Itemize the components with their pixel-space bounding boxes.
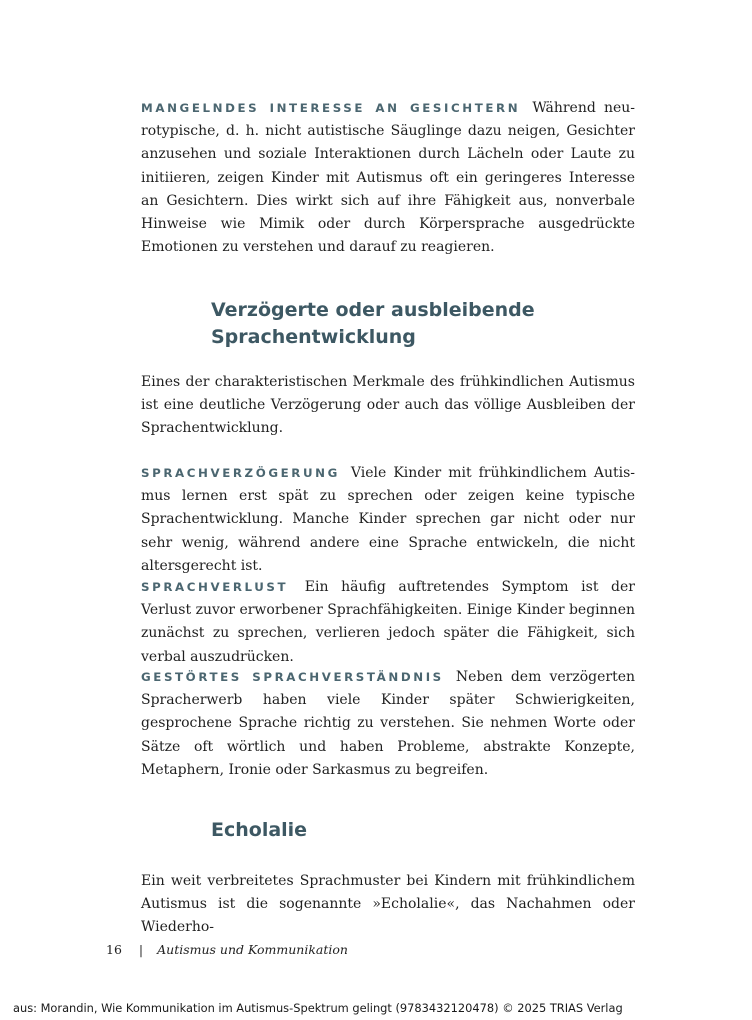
paragraph-text: Eines der charakteristischen Merkmale des frühkindlichen Autismus ist eine deutliche Verzögerung oder auch das völlige Ausbleiben der Sprachentwicklung. bbox=[141, 374, 635, 437]
section-heading-sprachentwicklung: Verzögerte oder ausbleibende Sprachentwicklung bbox=[211, 299, 535, 348]
paragraph-intro-sprachentwicklung bbox=[141, 371, 635, 441]
paragraph-sprachverlust bbox=[141, 576, 635, 669]
footer-separator: | bbox=[138, 942, 144, 957]
run-in-heading: SPRACHVERZÖGERUNG bbox=[141, 466, 340, 480]
paragraph-text: Während neurotypische, d. h. nicht autistische Säuglinge dazu neigen, Gesichter anzusehen und soziale Interaktionen durch Lächeln oder Laute zu initiieren, zeigen Kinder mit Autismus oft ein geringeres Interesse an Gesichtern. Dies wirkt sich auf ihre Fähigkeit aus, nonverbale Hinweise wie Mimik oder durch Körpersprache ausgedrückte Emotionen zu verstehen und darauf zu reagieren. bbox=[141, 100, 635, 256]
page-footer bbox=[106, 941, 348, 959]
run-in-heading: GESTÖRTES SPRACHVERSTÄNDNIS bbox=[141, 670, 444, 684]
paragraph-sprachverzoegerung bbox=[141, 462, 635, 578]
run-in-heading: MANGELNDES INTERESSE AN GESICHTERN bbox=[141, 101, 521, 115]
paragraph-mangelndes-interesse bbox=[141, 97, 635, 259]
section-heading-echolalie: Echolalie bbox=[211, 819, 308, 841]
run-in-heading: SPRACHVERLUST bbox=[141, 580, 289, 594]
source-credit: aus: Morandin, Wie Kommunikation im Autismus-Spektrum gelingt (9783432120478) © 2025 TRIAS Verlag bbox=[13, 1001, 623, 1015]
page-number: 16 bbox=[106, 942, 122, 957]
paragraph-gestoertes-sprachverstaendnis bbox=[141, 666, 635, 782]
paragraph-text: Viele Kinder mit frühkindlichem Autismus lernen erst spät zu sprechen oder zeigen keine typische Sprachentwicklung. Manche Kinder sprechen gar nicht oder nur sehr wenig, während andere eine Sprache entwickeln, die nicht altersgerecht ist. bbox=[141, 465, 635, 574]
running-title: Autismus und Kommunikation bbox=[157, 942, 348, 957]
paragraph-echolalie bbox=[141, 870, 635, 940]
paragraph-text: Ein weit verbreitetes Sprachmuster bei Kindern mit frühkindlichem Autismus ist die sogenannte »Echolalie«, das Nachahmen oder Wiederho- bbox=[141, 873, 635, 936]
paragraph-text: Neben dem verzögerten Spracherwerb haben viele Kinder später Schwierigkeiten, gesprochene Sprache richtig zu verstehen. Sie nehmen Worte oder Sätze oft wörtlich und haben Probleme, abstrakte Konzepte, Metaphern, Ironie oder Sarkasmus zu begreifen. bbox=[141, 669, 636, 778]
paragraph-text: Ein häufig auftretendes Symptom ist der Verlust zuvor erworbener Sprachfähigkeiten. Einige Kinder beginnen zunächst zu sprechen, verlieren jedoch später die Fähigkeit, sich verbal auszudrücken. bbox=[141, 579, 635, 665]
